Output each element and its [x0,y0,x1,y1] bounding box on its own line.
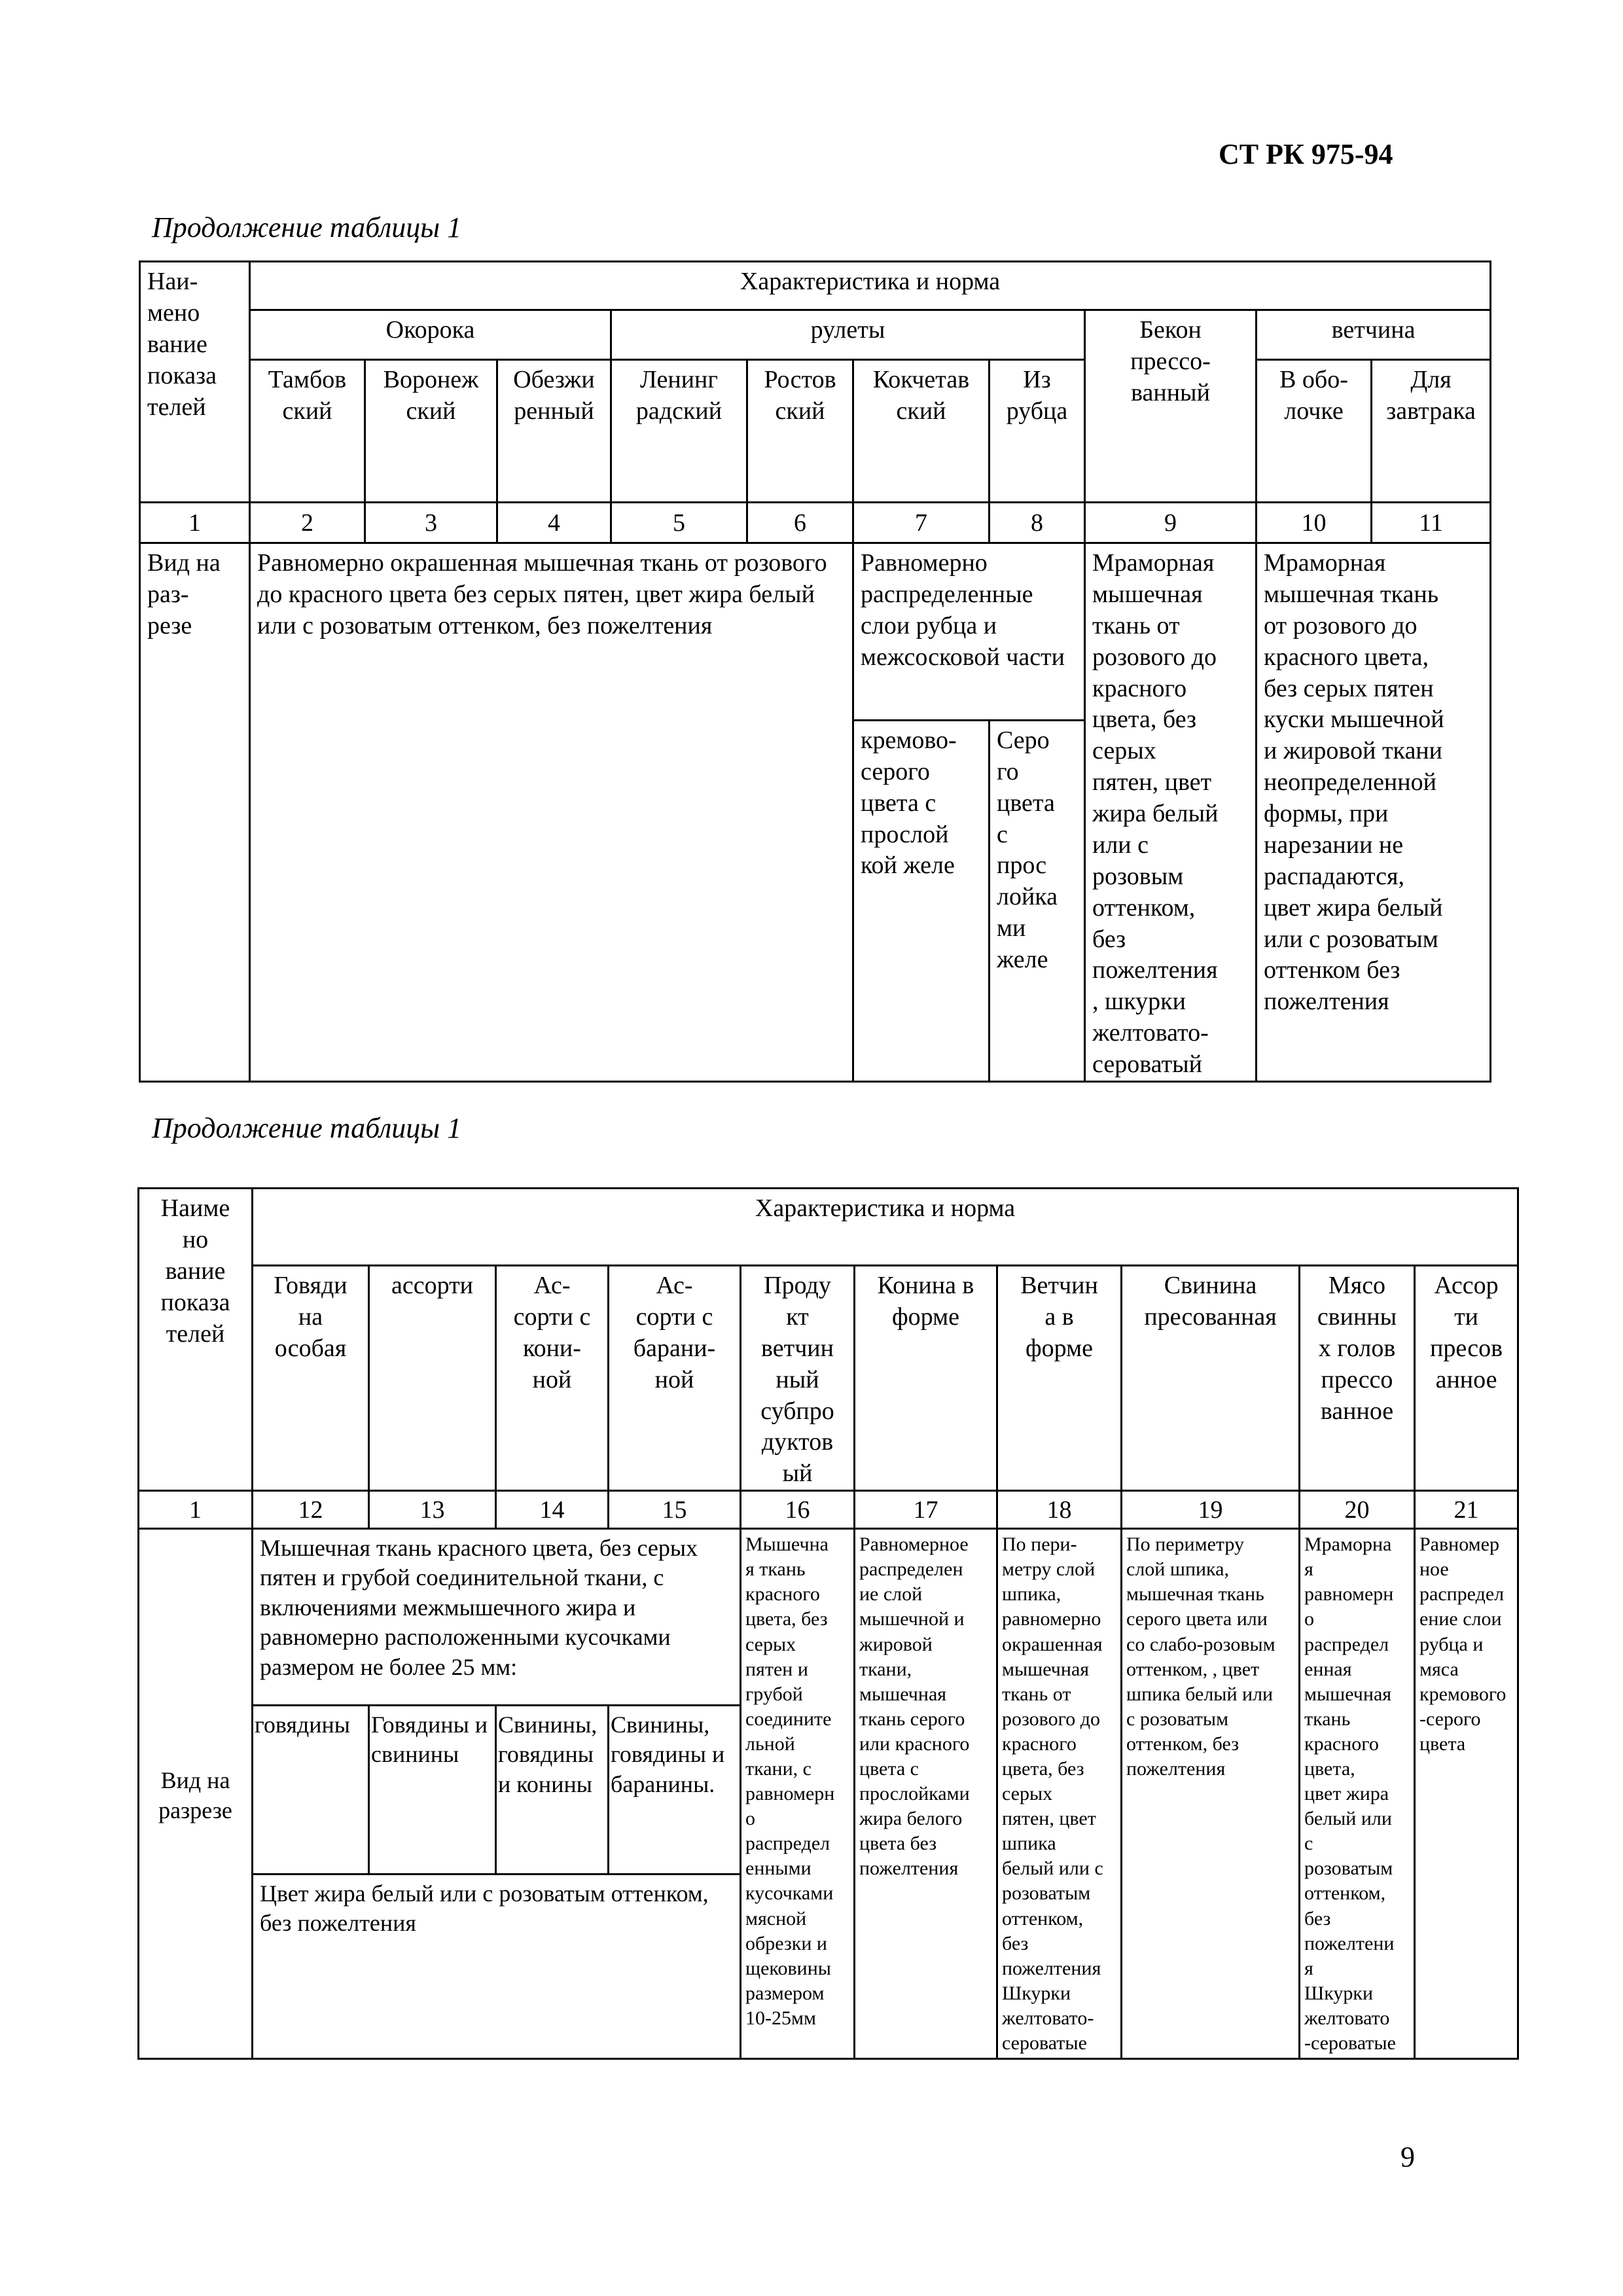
cell-rulety-kokchetav-top: Равномерно распределенные слои рубца и межсосковой части [853,543,1085,721]
col-number: 12 [253,1491,369,1529]
col-govyadina-osobaya: Говяди на особая [253,1266,369,1491]
col-svinina-presovannaya: Свинина пресованная [1122,1266,1300,1491]
table1 [139,260,1491,1083]
document-code: СТ РК 975-94 [1219,138,1393,170]
group-rulety: рулеты [611,310,1085,360]
col-iz-rubtsa: Из рубца [990,360,1085,503]
col-rostovsky: Ростов ский [747,360,853,503]
col-number: 14 [496,1491,609,1529]
col-number: 11 [1372,503,1491,543]
col-assorti-presovannoe: Ассор ти пресов анное [1415,1266,1518,1491]
col-vetchina-v-forme: Ветчин а в форме [997,1266,1122,1491]
col-tambovsky: Тамбов ский [250,360,365,503]
col-assorti-s-koninoy: Ас- сорти с кони- ной [496,1266,609,1491]
table1-caption: Продолжение таблицы 1 [152,211,462,243]
col-number: 3 [365,503,497,543]
table1-main-header: Характеристика и норма [250,262,1491,310]
col-number: 17 [855,1491,997,1529]
col-myaso-svinnyh-golov: Мясо свинны х голов прессо ванное [1300,1266,1415,1491]
row-label-vid-na-razreze: Вид на разрезе [139,1529,253,2059]
col-number: 9 [1085,503,1257,543]
group-bekon: Бекон прессо- ванный [1085,310,1257,503]
col-number: 4 [497,503,611,543]
col-number: 13 [369,1491,496,1529]
cell-vetchina-v-forme-description: По пери- метру слой шпика, равномерно окрашенная мышечная ткань от розового до красного цвета, без серых пятен, цвет шпика белый или с розоватым оттенком, без пожелтения Шкурки желтовато- сероватые [997,1529,1122,2059]
cell-iz-rubtsa-bottom: Серо го цвета с прос лойка ми желе [990,720,1085,1081]
group-vetchina: ветчина [1257,310,1491,360]
cell-assorti-group-bottom: Цвет жира белый или с розоватым оттенком, без пожелтения [253,1874,741,2059]
cell-govyadiny-svininy: Говядины и свинины [369,1706,496,1874]
cell-govyadiny: говядины [253,1706,369,1874]
col-number: 8 [990,503,1085,543]
col-kokchetavsky: Кокчетав ский [853,360,990,503]
cell-konina-description: Равномерное распределен ие слой мышечной и жировой ткани, мышечная ткань серого или красного цвета с прослойками жира белого цвета без пожелтения [855,1529,997,2059]
col-number: 7 [853,503,990,543]
col-number: 18 [997,1491,1122,1529]
group-okoroka: Окорока [250,310,611,360]
col-product-vetchinny: Проду кт ветчин ный субпро дуктов ый [741,1266,855,1491]
cell-svininy-govyadiny-baraniny: Свинины, говядины и баранины. [609,1706,741,1874]
col-dlya-zavtraka: Для завтрака [1372,360,1491,503]
cell-assorti-group-top: Мышечная ткань красного цвета, без серых пятен и грубой соединительной ткани, с включениями межмышечного жира и равномерно расположенными кусочками размером не более 25 мм: [253,1529,741,1706]
table2 [137,1187,1519,2060]
col-number: 6 [747,503,853,543]
col-number: 1 [139,1491,253,1529]
cell-svinina-description: По периметру слой шпика, мышечная ткань серого цвета или со слабо-розовым оттенком, , цвет шпика белый или с розоватым оттенком, без пожелтения [1122,1529,1300,2059]
table2-caption: Продолжение таблицы 1 [152,1112,462,1144]
col-obezzhirenny: Обезжи ренный [497,360,611,503]
col-number: 2 [250,503,365,543]
col-number: 10 [1257,503,1372,543]
table2-stub-header: Наиме но вание показа телей [139,1189,253,1491]
cell-okoroka-rulety-description: Равномерно окрашенная мышечная ткань от розового до красного цвета без серых пятен, цвет жира белый или с розоватым оттенком, без пожелтения [250,543,853,1082]
col-leningradsky: Ленинг радский [611,360,747,503]
col-number: 15 [609,1491,741,1529]
col-number: 19 [1122,1491,1300,1529]
col-number: 16 [741,1491,855,1529]
col-voronezhsky: Воронеж ский [365,360,497,503]
col-number: 1 [140,503,250,543]
col-number: 21 [1415,1491,1518,1529]
col-konina-v-forme: Конина в форме [855,1266,997,1491]
cell-assorti-presovannoe-description: Равномер ное распредел ение слои рубца и мяса кремового -серого цвета [1415,1529,1518,2059]
cell-kokchetav-bottom: кремово- серого цвета с прослой кой желе [853,720,990,1081]
cell-myaso-golov-description: Мраморна я равномерн о распредел енная мышечная ткань красного цвета, цвет жира белый или с розоватым оттенком, без пожелтени я Шкурки желтовато -сероватые [1300,1529,1415,2059]
page-number: 9 [1400,2141,1415,2173]
cell-svininy-govyadiny-koniny: Свинины, говядины и конины [496,1706,609,1874]
col-v-obolochke: В обо- лочке [1257,360,1372,503]
table2-main-header: Характеристика и норма [253,1189,1518,1266]
row-label-vid-na-razreze: Вид на раз- резе [140,543,250,1082]
col-assorti-s-baraninoy: Ас- сорти с барани- ной [609,1266,741,1491]
col-number: 20 [1300,1491,1415,1529]
col-assorti: ассорти [369,1266,496,1491]
cell-vetchina-description: Мраморная мышечная ткань от розового до красного цвета, без серых пятен куски мышечной и жировой ткани неопределенной формы, при нарезании не распадаются, цвет жира белый или с розоватым оттенком без пожелтения [1257,543,1491,1082]
table1-stub-header: Наи- мено вание показа телей [140,262,250,503]
col-number: 5 [611,503,747,543]
cell-bekon-description: Мраморная мышечная ткань от розового до красного цвета, без серых пятен, цвет жира белый или с розовым оттенком, без пожелтения , шкурки желтовато- сероватый [1085,543,1257,1082]
cell-product-vetchinny-description: Мышечна я ткань красного цвета, без серых пятен и грубой соедините льной ткани, с равномерн о распредел енными кусочками мясной обрезки и щековины размером 10-25мм [741,1529,855,2059]
